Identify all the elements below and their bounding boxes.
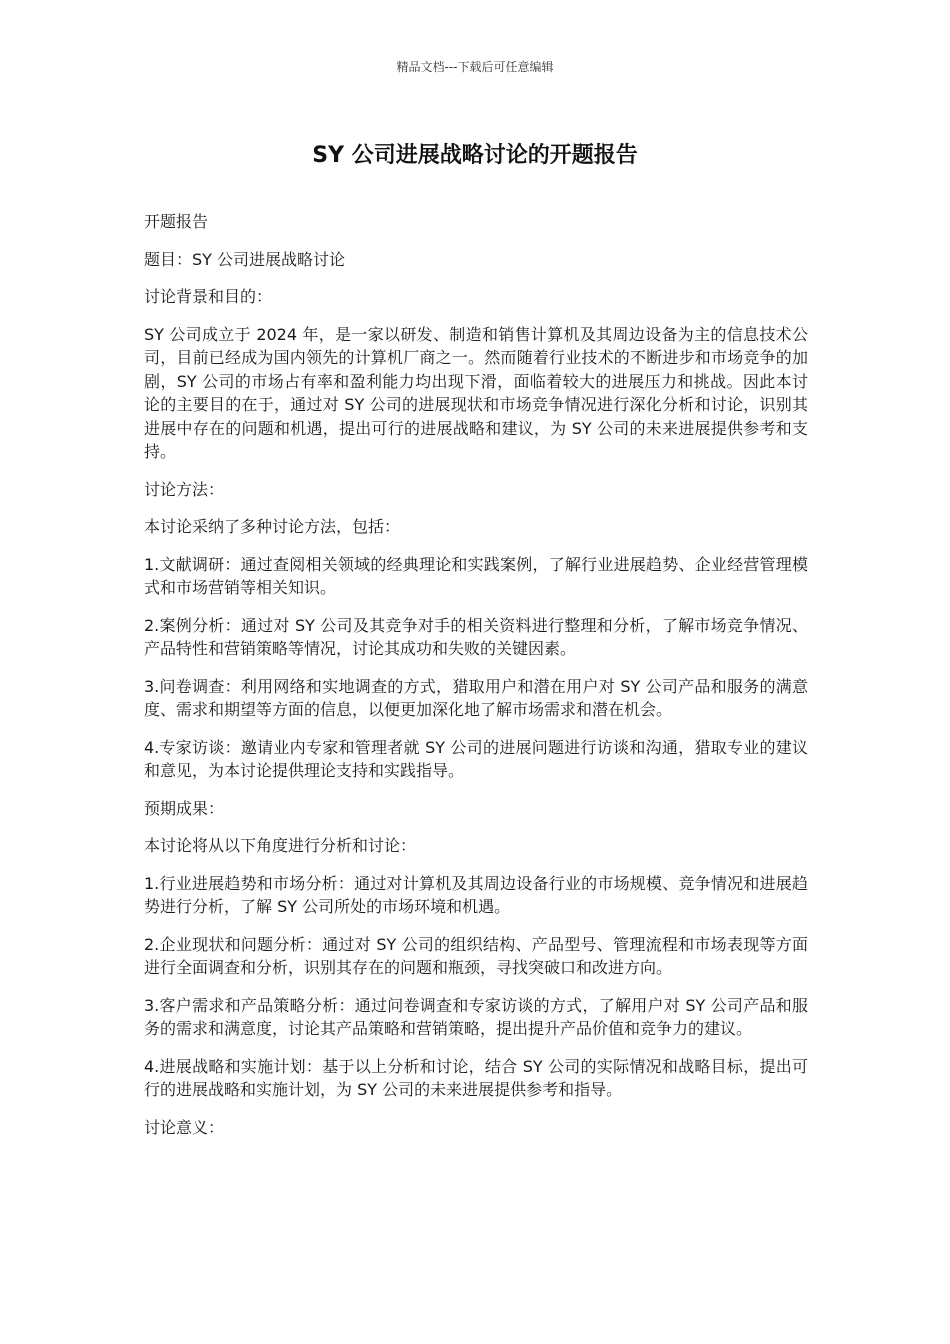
section-heading-methods: 讨论方法：	[144, 479, 225, 499]
paragraph-background: SY 公司成立于 2024 年，是一家以研发、制造和销售计算机及其周边设备为主的信息技术公司，目前已经成为国内领先的计算机厂商之一。然而随着行业技术的不断进步和市场竞争的加剧，SY 公司的市场占有率和盈利能力均出现下滑，面临着较大的进展压力和挑战。因此本讨论的主要目的在于，通过对 SY 公司的进展现状和市场竞争情况进行深化分析和讨论，识别其进展中存在的问题和机遇，提出可行的进展战略和建议，为 SY 公司的未来进展提供参考和支持。	[144, 324, 808, 461]
list-item-method-2: 2.案例分析：通过对 SY 公司及其竞争对手的相关资料进行整理和分析，了解市场竞争情况、产品特性和营销策略等情况，讨论其成功和失败的关键因素。	[144, 615, 808, 658]
list-item-outcome-1: 1.行业进展趋势和市场分析：通过对计算机及其周边设备行业的市场规模、竞争情况和进展趋势进行分析，了解 SY 公司所处的市场环境和机遇。	[144, 873, 808, 916]
list-item-method-4: 4.专家访谈：邀请业内专家和管理者就 SY 公司的进展问题进行访谈和沟通，猎取专业的建议和意见，为本讨论提供理论支持和实践指导。	[144, 737, 808, 780]
document-body	[144, 210, 808, 1153]
list-item-method-3: 3.问卷调查：利用网络和实地调查的方式，猎取用户和潜在用户对 SY 公司产品和服务的满意度、需求和期望等方面的信息，以便更加深化地了解市场需求和潜在机会。	[144, 676, 808, 719]
section-heading-significance: 讨论意义：	[144, 1117, 225, 1137]
paragraph-heading: 开题报告	[144, 212, 209, 231]
section-heading-background: 讨论背景和目的：	[144, 287, 273, 306]
list-item-outcome-2: 2.企业现状和问题分析：通过对 SY 公司的组织结构、产品型号、管理流程和市场表现等方面进行全面调查和分析，识别其存在的问题和瓶颈，寻找突破口和改进方向。	[144, 934, 808, 977]
list-item-outcome-4: 4.进展战略和实施计划：基于以上分析和讨论，结合 SY 公司的实际情况和战略目标，提出可行的进展战略和实施计划，为 SY 公司的未来进展提供参考和指导。	[144, 1056, 808, 1099]
document-title: SY 公司进展战略讨论的开题报告	[312, 143, 638, 168]
paragraph-outcomes-intro: 本讨论将从以下角度进行分析和讨论：	[144, 836, 417, 855]
list-item-method-1: 1.文献调研：通过查阅相关领域的经典理论和实践案例，了解行业进展趋势、企业经营管理模式和市场营销等相关知识。	[144, 554, 808, 597]
paragraph-topic: 题目：SY 公司进展战略讨论	[144, 249, 346, 269]
paragraph-methods-intro: 本讨论采纳了多种讨论方法，包括：	[144, 517, 401, 536]
section-heading-outcomes: 预期成果：	[144, 798, 225, 818]
header-note: 精品文档---下载后可任意编辑	[396, 60, 554, 74]
list-item-outcome-3: 3.客户需求和产品策略分析：通过问卷调查和专家访谈的方式，了解用户对 SY 公司产品和服务的需求和满意度，讨论其产品策略和营销策略，提出提升产品价值和竞争力的建议。	[144, 995, 808, 1038]
